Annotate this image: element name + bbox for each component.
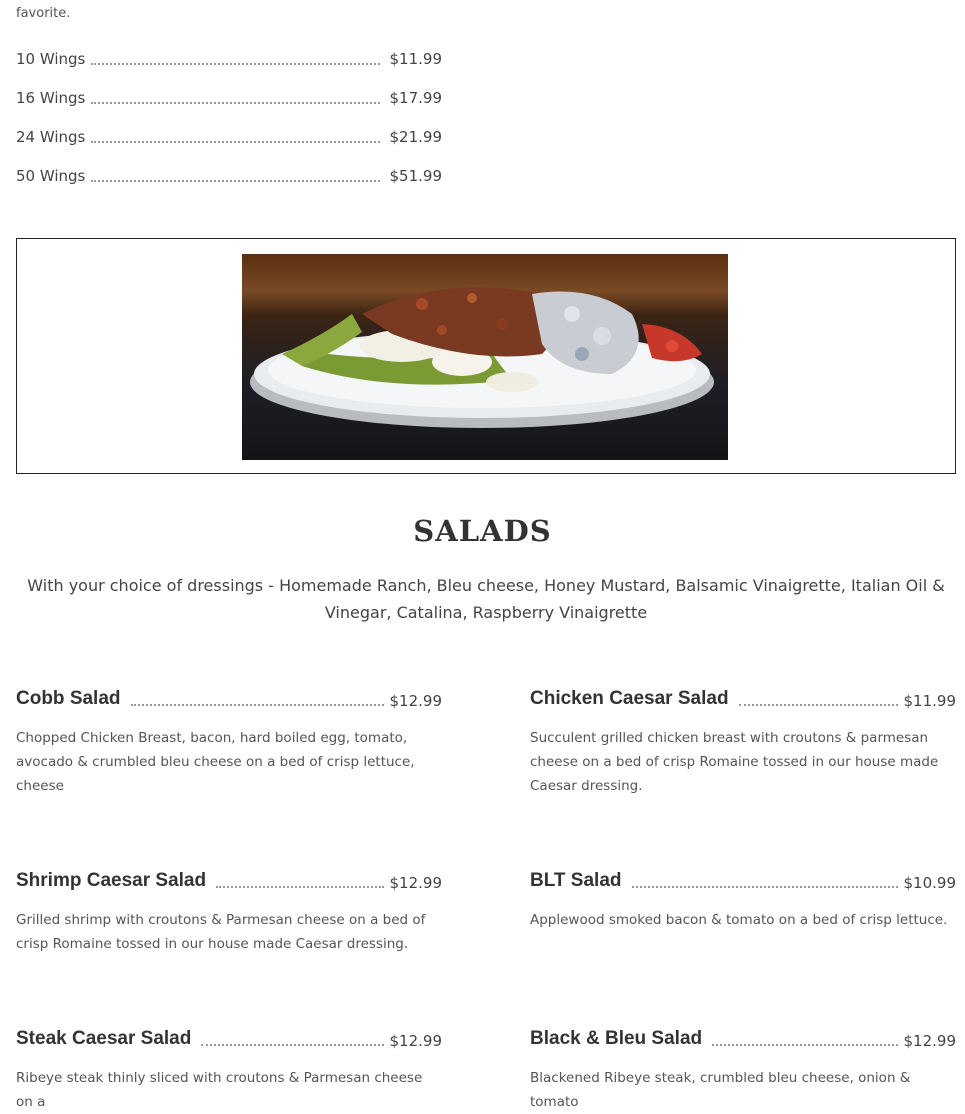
dotted-leader (91, 179, 379, 182)
dotted-leader (216, 885, 383, 888)
salad-item-title (16, 1026, 442, 1050)
wing-price: $11.99 (389, 50, 442, 68)
dressings-description: With your choice of dressings - Homemade Ranch, Bleu cheese, Honey Mustard, Balsamic Vinaigrette, Italian Oil & Vinegar, Catalina, Raspberry Vinaigrette (27, 576, 945, 622)
dotted-leader (91, 62, 379, 65)
salad-item-title (530, 868, 956, 892)
salad-description: Blackened Ribeye steak, crumbled bleu cheese, onion & tomato (530, 1070, 911, 1110)
salad-name: Black & Bleu Salad (530, 1028, 703, 1049)
salads-heading: SALADS (413, 514, 552, 548)
salad-price: $12.99 (903, 1032, 956, 1050)
wing-price-row (16, 163, 442, 185)
salad-price: $11.99 (903, 692, 956, 710)
salad-price: $12.99 (389, 1032, 442, 1050)
wing-price-row (16, 85, 442, 107)
salad-item-title (16, 686, 442, 710)
wing-size-label: 10 Wings (16, 50, 86, 68)
salad-item-title (530, 1026, 956, 1050)
wings-intro-text: favorite. (16, 6, 71, 21)
salad-photo-frame (16, 238, 956, 474)
salad-item-title (16, 868, 442, 892)
salad-description: Applewood smoked bacon & tomato on a bed of crisp lettuce. (530, 912, 948, 928)
dotted-leader (712, 1043, 897, 1046)
salad-price: $12.99 (389, 874, 442, 892)
wing-size-label: 24 Wings (16, 128, 86, 146)
dotted-leader (201, 1043, 383, 1046)
salad-name: BLT Salad (530, 870, 622, 891)
salad-plate-illustration (242, 254, 728, 460)
wing-price-row (16, 46, 442, 68)
dotted-leader (91, 140, 379, 143)
dotted-leader (131, 703, 384, 706)
salad-item-title (530, 686, 956, 710)
salad-description: Ribeye steak thinly sliced with croutons & Parmesan cheese on a (16, 1070, 423, 1110)
salad-name: Steak Caesar Salad (16, 1028, 192, 1049)
wing-price: $17.99 (389, 89, 442, 107)
salad-description: Succulent grilled chicken breast with croutons & parmesan cheese on a bed of crisp Romaine tossed in our house made Caesar dressing. (530, 730, 939, 794)
salad-photo[interactable] (242, 254, 728, 460)
salad-description: Chopped Chicken Breast, bacon, hard boiled egg, tomato, avocado & crumbled bleu cheese on a bed of crisp lettuce, cheese (16, 730, 415, 794)
wing-price-row (16, 124, 442, 146)
wing-price: $21.99 (389, 128, 442, 146)
salad-name: Shrimp Caesar Salad (16, 870, 207, 891)
salad-price: $10.99 (903, 874, 956, 892)
dotted-leader (632, 885, 898, 888)
wing-price: $51.99 (389, 167, 442, 185)
wing-size-label: 16 Wings (16, 89, 86, 107)
wing-size-label: 50 Wings (16, 167, 86, 185)
dotted-leader (739, 703, 898, 706)
salad-name: Chicken Caesar Salad (530, 688, 729, 709)
dotted-leader (91, 101, 379, 104)
salad-price: $12.99 (389, 692, 442, 710)
salad-name: Cobb Salad (16, 688, 121, 709)
salad-description: Grilled shrimp with croutons & Parmesan cheese on a bed of crisp Romaine tossed in our house made Caesar dressing. (16, 912, 426, 952)
